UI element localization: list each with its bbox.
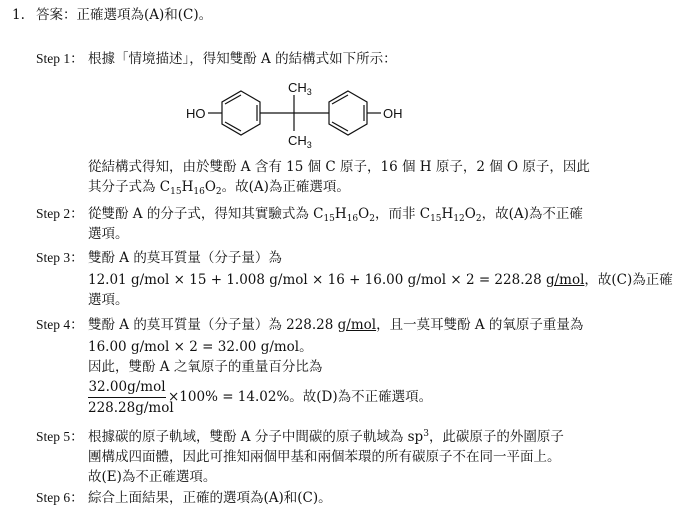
step-3-text-2: 12.01 g/mol × 15 + 1.008 g/mol × 16 + 16.00 g/mol × 2 = 228.28 g/mol，故(C)為正確 [88, 272, 673, 288]
step-6-label: Step 6： [36, 490, 84, 505]
step-1-continuation-2: 其分子式為 $C_{15}H_{16}O_2$。故(A)為正確選項。 [88, 179, 350, 197]
bisphenol-a-structure [180, 78, 430, 154]
oh-group-label: OH [383, 106, 403, 121]
fraction-numerator: 32.00g/mol [88, 378, 166, 398]
step-4-text-1: 雙酚 A 的莫耳質量（分子量）為 228.28 g/mol，且一莫耳雙酚 A 的氧原子重量為 [88, 317, 584, 333]
step-4-text-3: 因此，雙酚 A 之氧原子的重量百分比為 [88, 359, 323, 375]
top-methyl-label: $CH_3$ [288, 80, 312, 97]
step-3-text-3: 選項。 [88, 292, 129, 308]
bottom-methyl-label: $CH_3$ [288, 133, 312, 150]
step-5-text-1: 根據碳的原子軌域，雙酚 A 分子中間碳的原子軌域為 $sp^3$，此碳原子的外圍原子 [88, 429, 564, 445]
step-2-label: Step 2： [36, 206, 84, 221]
step-4-label: Step 4： [36, 317, 84, 332]
percent-fraction [88, 378, 174, 417]
fraction-denominator: 228.28g/mol [88, 400, 174, 416]
step-5-text-3: 故(E)為不正確選項。 [88, 469, 217, 485]
step-4-text-2: 16.00 g/mol × 2 = 32.00 g/mol。 [88, 339, 313, 355]
step-1-label: Step 1： [36, 51, 84, 66]
step-3-text-1: 雙酚 A 的莫耳質量（分子量）為 [88, 250, 282, 266]
step-5-text-2: 團構成四面體，因此可推知兩個甲基和兩個苯環的所有碳原子不在同一平面上。 [88, 449, 561, 465]
answer-line: 答案：正確選項為(A)和(C)。 [36, 7, 213, 23]
ho-group-label: HO [186, 106, 206, 121]
question-number: 1. [12, 7, 25, 23]
step-1-continuation-1: 從結構式得知，由於雙酚 A 含有 15 個 C 原子，16 個 H 原子，2 個 O 原子，因此 [88, 159, 590, 175]
step-3-label: Step 3： [36, 250, 84, 265]
step-2-text-2: 選項。 [88, 226, 129, 242]
step-5-label: Step 5： [36, 429, 84, 444]
step-6-text: 綜合上面結果，正確的選項為(A)和(C)。 [88, 490, 332, 506]
step-2-text: 從雙酚 A 的分子式，得知其實驗式為 $C_{15}H_{16}O_2$，而非 $C_{15}H_{12}O_2$，故(A)為不正確 [88, 206, 583, 224]
step-1-text: 根據「情境描述」，得知雙酚 A 的結構式如下所示： [88, 51, 397, 67]
step-4-result: ×100% = 14.02%。故(D)為不正確選項。 [168, 389, 433, 405]
